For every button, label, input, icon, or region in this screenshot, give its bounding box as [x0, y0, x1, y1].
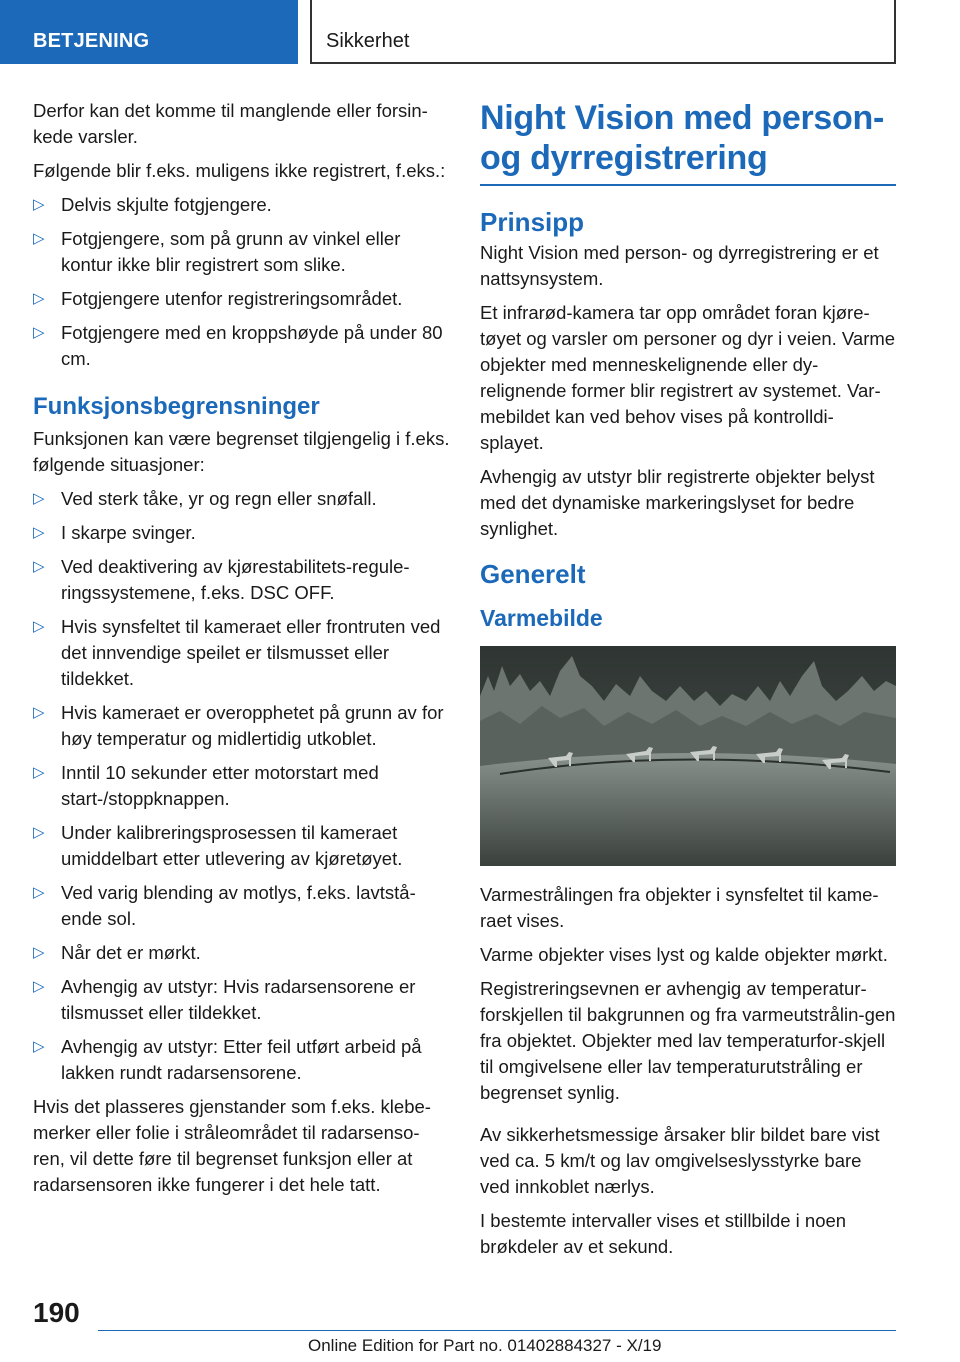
triangle-bullet-icon: ▷	[33, 524, 45, 541]
edition-note: Online Edition for Part no. 01402884327 - X/19	[308, 1336, 662, 1355]
right-column	[480, 98, 896, 1268]
triangle-bullet-icon: ▷	[33, 978, 45, 995]
list-item: ▷ Avhengig av utstyr: Etter feil utført arbeid på lakken rundt radarsensorene.	[33, 1036, 422, 1083]
section-heading: Generelt	[480, 559, 586, 589]
list-item: ▷ Hvis kameraet er overopphetet på grunn av for høy temperatur og midlertidig utkoblet.	[33, 702, 444, 749]
list-item: ▷ Ved varig blending av motlys, f.eks. lavtstå-ende sol.	[33, 882, 416, 929]
list-item: ▷ Ved sterk tåke, yr og regn eller snøfall.	[33, 486, 451, 512]
page-header	[0, 0, 960, 66]
triangle-bullet-icon: ▷	[33, 764, 45, 781]
paragraph: Varmestrålingen fra objekter i synsfeltet til kame-raet vises.	[480, 884, 879, 931]
paragraph: Registreringsevnen er avhengig av temperatur-forskjellen til bakgrunnen og fra varmeutstrålin-gen fra objektet. Objekter med lav temperaturfor-skjell til omgivelsene eller lav temperaturutstråling er begrenset synlig.	[480, 978, 896, 1103]
triangle-bullet-icon: ▷	[33, 944, 45, 961]
page-title: Night Vision med person- og dyrregistrering	[480, 99, 884, 177]
list-item: ▷ Delvis skjulte fotgjengere.	[33, 192, 451, 218]
list-item: ▷ Fotgjengere med en kroppshøyde på under 80 cm.	[33, 322, 443, 369]
triangle-bullet-icon: ▷	[33, 884, 45, 901]
list-item: ▷ Avhengig av utstyr: Hvis radarsensorene er tilsmusset eller tildekket.	[33, 976, 416, 1023]
paragraph: Et infrarød-kamera tar opp området foran kjøre-tøyet og varsler om personer og dyr i veien. Varme objekter med menneskelignende eller dy-relignende former blir registrert av systemet. Var-mebildet kan ved behov vises på kontrolldi-splayet.	[480, 302, 896, 453]
list-item: ▷ Inntil 10 sekunder etter motorstart med start-/stoppknappen.	[33, 762, 379, 809]
intro-paragraph: Derfor kan det komme til manglende eller forsin-kede varsler.	[33, 100, 428, 147]
triangle-bullet-icon: ▷	[33, 618, 45, 635]
situation-list	[33, 486, 451, 1086]
triangle-bullet-icon: ▷	[33, 324, 45, 341]
section-heading: Prinsipp	[480, 207, 585, 237]
paragraph: Varme objekter vises lyst og kalde objekter mørkt.	[480, 944, 888, 965]
thermal-image	[480, 646, 896, 866]
chapter-title: Sikkerhet	[310, 0, 896, 64]
paragraph: Avhengig av utstyr blir registrerte objekter belyst med det dynamiske markeringslyset for bedre synlighet.	[480, 466, 875, 539]
list-item: ▷ I skarpe svinger.	[33, 520, 451, 546]
subsection-heading: Varmebilde	[480, 605, 603, 631]
triangle-bullet-icon: ▷	[33, 558, 45, 575]
list-item: ▷ Under kalibreringsprosessen til kameraet umiddelbart etter utlevering av kjøretøyet.	[33, 822, 403, 869]
paragraph: Av sikkerhetsmessige årsaker blir bildet bare vist ved ca. 5 km/t og lav omgivelseslysstyrke bare ved innkoblet nærlys.	[480, 1124, 880, 1197]
footer-divider	[98, 1330, 896, 1331]
list-item: ▷ Fotgjengere, som på grunn av vinkel eller kontur ikke blir registrert som slike.	[33, 228, 401, 275]
list-item: ▷ Fotgjengere utenfor registreringsområdet.	[33, 286, 451, 312]
section-tab: BETJENING	[0, 0, 298, 64]
page-number: 190	[33, 1297, 80, 1328]
triangle-bullet-icon: ▷	[33, 824, 45, 841]
title-divider	[480, 184, 896, 186]
triangle-bullet-icon: ▷	[33, 196, 45, 213]
intro-paragraph: Følgende blir f.eks. muligens ikke registrert, f.eks.:	[33, 160, 446, 181]
triangle-bullet-icon: ▷	[33, 1038, 45, 1055]
list-item: ▷ Hvis synsfeltet til kameraet eller frontruten ved det innvendige speilet er tilsmusset eller tildekket.	[33, 616, 441, 689]
paragraph: Funksjonen kan være begrenset tilgjengelig i f.eks. følgende situasjoner:	[33, 428, 450, 475]
paragraph: I bestemte intervaller vises et stillbilde i noen brøkdeler av et sekund.	[480, 1210, 847, 1257]
left-column	[33, 98, 451, 1206]
triangle-bullet-icon: ▷	[33, 490, 45, 507]
paragraph: Hvis det plasseres gjenstander som f.eks. klebe-merker eller folie i stråleområdet til radarsenso-ren, vil dette føre til begrenset funksjon eller at radarsensoren ikke fungerer i det hele tatt.	[33, 1096, 431, 1195]
limitation-list	[33, 192, 451, 372]
list-item: ▷ Ved deaktivering av kjørestabilitets-regule-ringssystemene, f.eks. DSC OFF.	[33, 556, 410, 603]
section-heading: Funksjonsbegrensninger	[33, 393, 320, 420]
list-item: ▷ Når det er mørkt.	[33, 940, 451, 966]
paragraph: Night Vision med person- og dyrregistrering er et nattsynsystem.	[480, 242, 879, 289]
triangle-bullet-icon: ▷	[33, 290, 45, 307]
triangle-bullet-icon: ▷	[33, 704, 45, 721]
triangle-bullet-icon: ▷	[33, 230, 45, 247]
